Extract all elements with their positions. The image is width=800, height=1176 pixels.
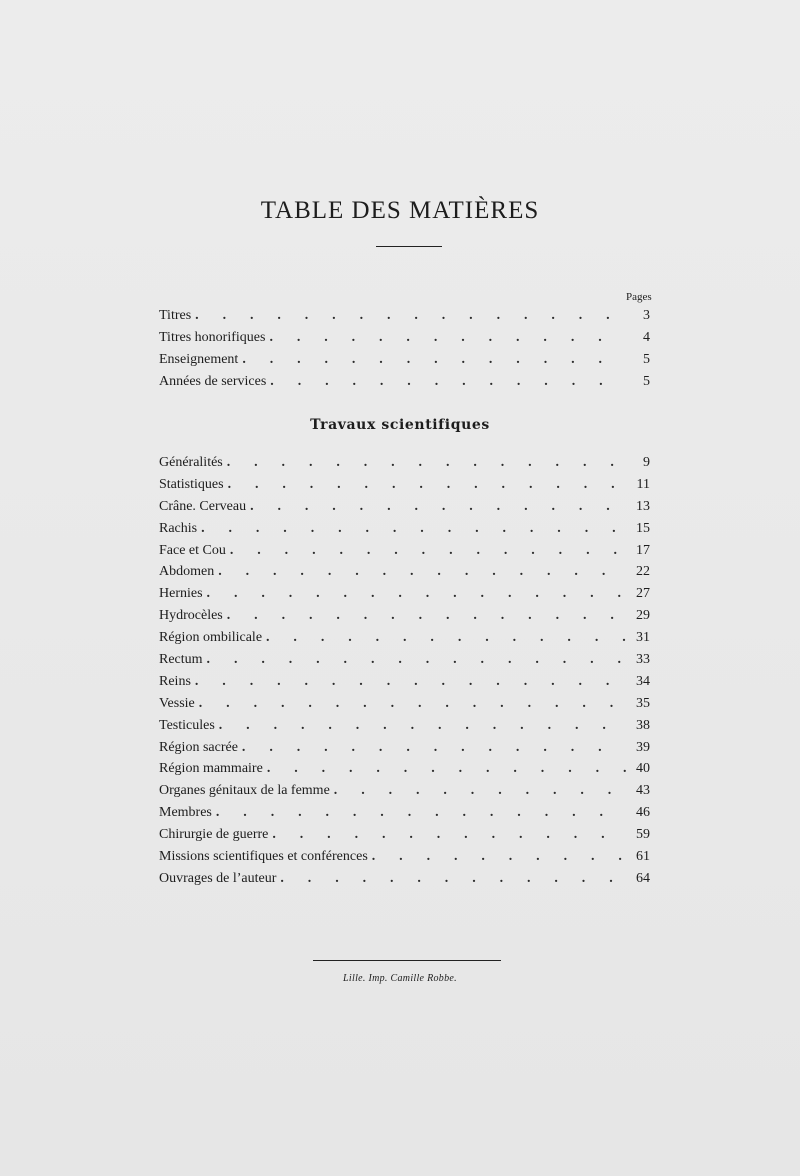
dot-leader bbox=[199, 693, 626, 715]
toc-entry bbox=[159, 780, 650, 802]
toc-entry bbox=[159, 496, 650, 518]
dot-leader bbox=[242, 349, 626, 371]
toc-entry bbox=[159, 327, 650, 349]
dot-leader bbox=[216, 802, 626, 824]
dot-leader bbox=[230, 540, 626, 562]
toc-entry-page: 5 bbox=[643, 373, 650, 389]
toc-entry-label: Organes génitaux de la femme bbox=[159, 783, 330, 799]
toc-entry-label: Missions scientifiques et conférences bbox=[159, 849, 368, 865]
toc-entry-label: Testicules bbox=[159, 717, 215, 733]
pages-column-label: Pages bbox=[626, 291, 652, 303]
toc-entry-page: 5 bbox=[643, 351, 650, 367]
toc-entry bbox=[159, 305, 650, 327]
dot-leader bbox=[372, 846, 626, 868]
toc-entry bbox=[159, 627, 650, 649]
toc-entry bbox=[159, 540, 650, 562]
toc-entry bbox=[159, 474, 650, 496]
toc-entry-label: Vessie bbox=[159, 695, 195, 711]
toc-entry-label: Hydrocèles bbox=[159, 608, 223, 624]
toc-entry-label: Abdomen bbox=[159, 564, 215, 580]
dot-leader bbox=[195, 671, 626, 693]
toc-entry-label: Chirurgie de guerre bbox=[159, 827, 269, 843]
toc-entry-page: 39 bbox=[636, 739, 650, 755]
toc-entry bbox=[159, 758, 650, 780]
toc-entry-page: 3 bbox=[643, 308, 650, 323]
dot-leader bbox=[207, 649, 626, 671]
toc-entry-label: Années de services bbox=[159, 373, 267, 389]
dot-leader bbox=[270, 371, 626, 393]
title-underline bbox=[376, 246, 442, 247]
toc-entry-label: Titres honorifiques bbox=[159, 329, 266, 345]
toc-entry-label: Membres bbox=[159, 805, 212, 821]
dot-leader bbox=[272, 824, 626, 846]
toc-entry bbox=[159, 671, 650, 693]
toc-entry bbox=[159, 802, 650, 824]
section-heading: Travaux scientifiques bbox=[310, 417, 490, 433]
toc-entry bbox=[159, 561, 650, 583]
toc-entry-page: 17 bbox=[636, 542, 650, 558]
toc-entry-page: 43 bbox=[636, 783, 650, 799]
toc-entry-label: Ouvrages de l’auteur bbox=[159, 870, 277, 886]
toc-entry-page: 29 bbox=[636, 608, 650, 624]
toc-entry-label: Généralités bbox=[159, 455, 223, 470]
toc-entry bbox=[159, 649, 650, 671]
toc-entry-label: Statistiques bbox=[159, 476, 224, 492]
toc-entry bbox=[159, 605, 650, 627]
toc-entry bbox=[159, 371, 650, 393]
toc-entry-page: 4 bbox=[643, 329, 650, 345]
toc-entry bbox=[159, 349, 650, 371]
toc-entry bbox=[159, 583, 650, 605]
dot-leader bbox=[267, 758, 626, 780]
toc-entry-label: Enseignement bbox=[159, 351, 239, 367]
toc-entry-page: 46 bbox=[636, 805, 650, 821]
toc-entry-label: Rectum bbox=[159, 652, 203, 668]
printer-imprint: Lille. Imp. Camille Robbe. bbox=[343, 973, 457, 984]
dot-leader bbox=[269, 327, 626, 349]
toc-general-list bbox=[159, 305, 650, 393]
toc-entry-page: 64 bbox=[636, 870, 650, 886]
page-title: TABLE DES MATIÈRES bbox=[260, 197, 540, 224]
toc-entry-page: 31 bbox=[636, 630, 650, 646]
toc-entry-label: Crâne. Cerveau bbox=[159, 498, 247, 514]
dot-leader bbox=[219, 715, 626, 737]
toc-work-list bbox=[159, 452, 650, 890]
toc-entry-label: Titres bbox=[159, 308, 192, 323]
toc-entry bbox=[159, 452, 650, 474]
toc-entry-label: Reins bbox=[159, 673, 191, 689]
toc-entry-page: 13 bbox=[636, 498, 650, 514]
dot-leader bbox=[218, 561, 626, 583]
toc-entry bbox=[159, 693, 650, 715]
toc-entry-label: Région ombilicale bbox=[159, 630, 263, 646]
toc-entry-label: Face et Cou bbox=[159, 542, 226, 558]
toc-entry bbox=[159, 868, 650, 890]
dot-leader bbox=[266, 627, 626, 649]
dot-leader bbox=[227, 605, 626, 627]
toc-entry bbox=[159, 518, 650, 540]
toc-entry-page: 22 bbox=[636, 564, 650, 580]
dot-leader bbox=[250, 496, 626, 518]
dot-leader bbox=[195, 305, 626, 327]
toc-entry-page: 9 bbox=[643, 455, 650, 470]
toc-entry-page: 11 bbox=[636, 476, 650, 492]
dot-leader bbox=[228, 474, 626, 496]
footer-rule bbox=[313, 960, 501, 961]
toc-entry-page: 61 bbox=[636, 849, 650, 865]
toc-entry bbox=[159, 737, 650, 759]
toc-entry-label: Région mammaire bbox=[159, 761, 263, 777]
toc-entry-page: 59 bbox=[636, 827, 650, 843]
dot-leader bbox=[207, 583, 626, 605]
dot-leader bbox=[280, 868, 626, 890]
toc-entry-page: 15 bbox=[636, 520, 650, 536]
dot-leader bbox=[227, 452, 626, 474]
dot-leader bbox=[201, 518, 626, 540]
dot-leader bbox=[242, 737, 626, 759]
toc-entry bbox=[159, 824, 650, 846]
toc-entry-page: 40 bbox=[636, 761, 650, 777]
toc-entry-page: 27 bbox=[636, 586, 650, 602]
toc-entry-page: 33 bbox=[636, 652, 650, 668]
toc-entry-page: 38 bbox=[636, 717, 650, 733]
toc-entry-page: 34 bbox=[636, 673, 650, 689]
toc-entry-label: Rachis bbox=[159, 520, 198, 536]
dot-leader bbox=[334, 780, 626, 802]
toc-entry-label: Région sacrée bbox=[159, 739, 238, 755]
toc-entry bbox=[159, 846, 650, 868]
toc-entry-label: Hernies bbox=[159, 586, 203, 602]
toc-entry bbox=[159, 715, 650, 737]
toc-entry-page: 35 bbox=[636, 695, 650, 711]
